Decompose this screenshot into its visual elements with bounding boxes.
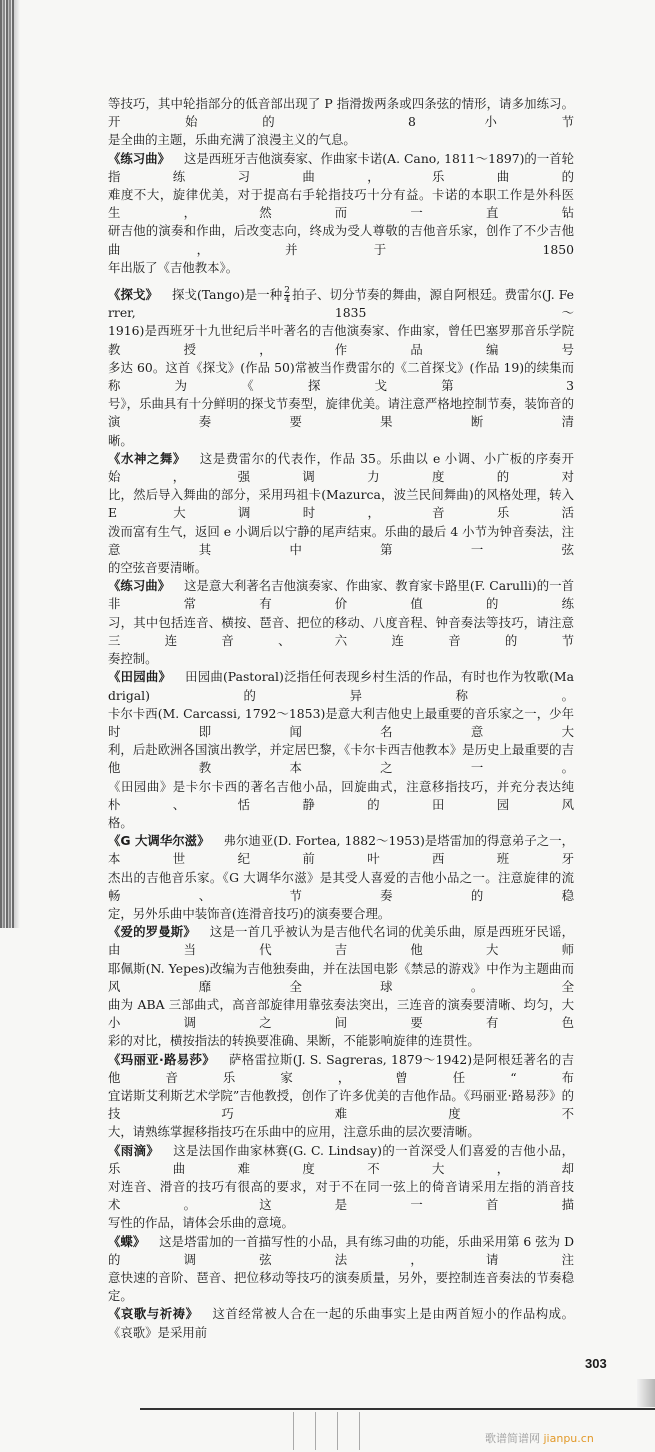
page-body (108, 95, 574, 1342)
text-line: 泼而富有生气，返回 e 小调后以宁静的尾声结束。乐曲的最后 4 小节为钟音奏法，注意其中第一弦 (108, 523, 574, 557)
piece-title: 《哀歌与祈祷》 (108, 1306, 199, 1322)
text-line: 难度不大，旋律优美，对于提高右手轮指技巧十分有益。卡诺的本职工作是外科医生，然而一直钻 (108, 187, 574, 221)
paragraph-etude-cano: 《练习曲》 这是西班牙吉他演奏家、作曲家卡诺(A. Cano, 1811～1897)的一首轮指练习曲，乐曲的 (108, 150, 575, 184)
text-line: 定，另外乐曲中装饰音(连滑音技巧)的演奏要合理。 (108, 905, 391, 921)
text-line: 杰出的吉他音乐家。《G 大调华尔滋》是其受人喜爱的吉他小品之一。注意旋律的流畅、节奏的稳 (108, 869, 574, 903)
text-line: 写性的作品，请体会乐曲的意境。 (108, 1215, 294, 1231)
text-line: 奏控制。 (108, 651, 158, 667)
scan-edge-shadow (14, 0, 20, 928)
text-line: 比，然后导入舞曲的部分，采用玛祖卡(Mazurca，波兰民间舞曲)的风格处理，转入 E 大调时，音乐活 (108, 487, 574, 521)
text-line: 宜诺斯艾利斯艺术学院”吉他教授，创作了许多优美的吉他作品。《玛丽亚·路易莎》的技巧难度不 (108, 1087, 574, 1122)
piece-title: 《水神之舞》 (108, 450, 186, 466)
text-line: 曲为 ABA 三部曲式，高音部旋律用靠弦奏法突出，三连音的演奏要清晰、均匀，大小调之间要有色 (108, 996, 574, 1031)
paragraph-tango: 《探戈》 探戈(Tango)是一种 $\frac{2}{4}$ 拍子、切分节奏的舞曲，源自阿根廷。费雷尔(J. Ferrer, 1835～ (108, 286, 575, 321)
watermark: 歌谱简谱网 jianpu.cn (485, 1432, 594, 1445)
text-line: 意快速的音阶、琶音、把位移动等技巧的演奏质量，另外，要控制连音奏法的节奏稳定。 (108, 1270, 574, 1304)
paragraph-romance: 《爱的罗曼斯》 这是一首几乎被认为是吉他代名词的优美乐曲，原是西班牙民谣，由当代吉他大师 (108, 924, 574, 958)
text-line: 是全曲的主题，乐曲充满了浪漫主义的气息。 (108, 132, 356, 148)
text-line: 利，后赴欧洲各国演出教学，并定居巴黎，《卡尔卡西吉他教本》是历史上最重要的吉他教本之一。 (108, 742, 574, 776)
piece-title: 《练习曲》 (108, 578, 171, 594)
text-line: 大，请熟练掌握移指技巧在乐曲中的应用，注意乐曲的层次要清晰。 (108, 1124, 480, 1140)
text-line: 1916)是西班牙十九世纪后半叶著名的吉他演奏家、作曲家，曾任巴塞罗那音乐学院教授，作品编号 (108, 323, 574, 357)
text-line: 彩的对比，横按指法的转换要准确、果断，不能影响旋律的连贯性。 (108, 1033, 480, 1049)
text-line: 对连音、滑音的技巧有很高的要求，对于不在同一弦上的倚音请采用左指的消音技术。这是一首描 (108, 1178, 574, 1213)
scan-artifacts (285, 1412, 375, 1450)
paragraph-butterfly: 《蝶》 这是塔雷加的一首描写性的小品，具有练习曲的功能，乐曲采用第 6 弦为 D 的调弦法，请注 (108, 1233, 574, 1267)
time-signature-fraction: $\frac{2}{4}$ (284, 286, 290, 306)
piece-title: 《爱的罗曼斯》 (108, 924, 196, 940)
paragraph-waltz-g: 《G 大调华尔滋》 弗尔迪亚(D. Fortea, 1882～1953)是塔雷加的得意弟子之一，本世纪前叶西班牙 (108, 833, 575, 867)
scan-bottom-edge (140, 1408, 655, 1410)
piece-title: 《G 大调华尔滋》 (108, 833, 210, 849)
text-line: 耶佩斯(N. Yepes)改编为吉他独奏曲，并在法国电影《禁忌的游戏》中作为主题曲而风靡全球。全 (108, 960, 574, 994)
piece-title: 《田园曲》 (108, 669, 172, 685)
text-line: 多达 60。这首《探戈》(作品 50)常被当作费雷尔的《二首探戈》(作品 19)的续集而称为《探戈第 3 (108, 359, 574, 394)
paragraph-elegy-prayer: 《哀歌与祈祷》 这首经常被人合在一起的乐曲事实上是由两首短小的作品构成。《哀歌》是采用前 (108, 1306, 575, 1340)
scan-edge (0, 0, 14, 928)
paragraph-etude-carulli: 《练习曲》 这是意大利著名吉他演奏家、作曲家、教育家卡路里(F. Carulli)的一首非常有价值的练 (108, 578, 575, 612)
page-number: 303 (585, 1356, 607, 1371)
piece-title: 《玛丽亚·路易莎》 (108, 1051, 216, 1067)
paragraph-maria-luisa: 《玛丽亚·路易莎》 萨格雷拉斯(J. S. Sagreras, 1879～1942)是阿根廷著名的吉他音乐家，曾任“布 (108, 1051, 574, 1085)
piece-title: 《雨滴》 (108, 1142, 160, 1158)
text-line: 晰。 (108, 432, 133, 448)
piece-title: 《练习曲》 (108, 150, 170, 166)
text-line: 等技巧，其中轮指部分的低音部出现了 P 指滑拨两条或四条弦的情形，请多加练习。开始的 8 小节 (108, 96, 574, 130)
text-line: 研吉他的演奏和作曲，后改变志向，终成为受人尊敬的吉他音乐家，创作了不少吉他曲，并于 1850 (108, 223, 574, 257)
text-line: 格。 (108, 814, 133, 830)
text-line: 卡尔卡西(M. Carcassi, 1792～1853)是意大利吉他史上最重要的音乐家之一，少年时即闻名意大 (108, 705, 574, 739)
piece-title: 《探戈》 (108, 287, 158, 303)
text-line: 《田园曲》是卡尔卡西的著名吉他小品，回旋曲式，注意移指技巧，并充分表达纯朴、恬静的田园风 (108, 778, 574, 812)
scan-shadow (637, 1379, 655, 1407)
text-line: 的空弦音要清晰。 (108, 560, 208, 576)
paragraph-water-nymph-dance: 《水神之舞》 这是费雷尔的代表作，作品 35。乐曲以 e 小调、小广板的序奏开始，强调力度的对 (108, 450, 574, 485)
text-line: 号》，乐曲具有十分鲜明的探戈节奏型，旋律优美。请注意严格地控制节奏，装饰音的演奏要果断清 (108, 396, 574, 430)
text-line: 习，其中包括连音、横按、琶音、把位的移动、八度音程、钟音奏法等技巧，请注意三连音、六连音的节 (108, 614, 574, 648)
piece-title: 《蝶》 (108, 1233, 146, 1249)
paragraph-raindrops: 《雨滴》 这是法国作曲家林赛(G. C. Lindsay)的一首深受人们喜爱的吉他小品，乐曲难度不大，却 (108, 1142, 575, 1176)
paragraph-pastoral: 《田园曲》 田园曲(Pastoral)泛指任何表现乡村生活的作品，有时也作为牧歌(Madrigal)的异称。 (108, 669, 574, 703)
text-line: 年出版了《吉他教本》。 (108, 259, 239, 275)
